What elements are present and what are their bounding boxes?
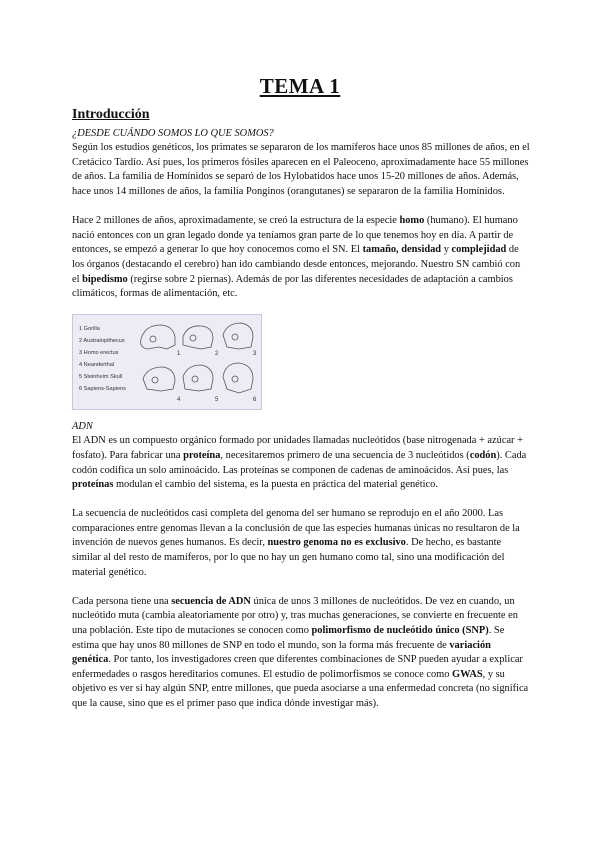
skull-number: 1	[177, 350, 181, 357]
page-title: TEMA 1	[259, 74, 341, 98]
document-body	[72, 108, 530, 712]
figure-legend	[79, 323, 126, 395]
skull-eye	[232, 334, 238, 340]
skull-evolution-figure	[72, 314, 262, 410]
figure-legend-item: 3 Homo erectus	[79, 349, 119, 356]
intro-question: ¿DESDE CUÁNDO SOMOS LO QUE SOMOS?	[72, 127, 274, 139]
section-heading-introduccion: Introducción	[72, 107, 150, 122]
figure-legend-item: 2 Australopithecus	[79, 337, 125, 344]
skull-number: 3	[253, 350, 257, 357]
figure-legend-item: 1 Gorilla	[79, 325, 100, 332]
skull-number: 6	[253, 396, 257, 403]
figure-legend-item: 4 Neanderthal	[79, 361, 115, 368]
intro-paragraph-1: Según los estudios genéticos, los primates se separaron de los mamíferos hace unos 85 millones de años, en el Cretácico Tardío. Así pues, los primeros fósiles aparecen en el Paleoceno, aproximadamente hace 55 millones de años. La familia de Homínidos se separó de los Hylobatidos hace unos 15-20 millones de años. Además, hace unos 14 millones de años, la familia Ponginos (orangutanes) se separaron de la familia Homínidos.	[72, 142, 530, 197]
adn-paragraph-2: La secuencia de nucleótidos casi completa del genoma del ser humano se reprodujo en el año 2000. Las comparaciones entre genomas llevan a la conclusión de que las especies humanas únicas no resultaron de la invención de nuevos genes humanos. Es decir, nuestro genoma no es exclusivo. De hecho, es bastante similar al del resto de mamíferos, por lo que no hay un gen humano como tal, sino una modificación del material genético.	[72, 508, 520, 578]
skull-1-outline	[141, 325, 175, 349]
section-heading-adn: ADN	[72, 420, 93, 432]
figure-legend-item: 6 Sapiens-Sapiens	[79, 385, 126, 392]
skull-4-outline	[143, 367, 175, 391]
skull-eye	[190, 335, 196, 341]
skull-number: 2	[215, 350, 219, 357]
skull-number: 4	[177, 396, 181, 403]
skull-eye	[192, 376, 198, 382]
figure-legend-item: 5 Steinheim Skull	[79, 373, 123, 380]
adn-paragraph-3: Cada persona tiene una secuencia de ADN única de unos 3 millones de nucleótidos. De vez en cuando, un nucleótido muta (cambia aleatoriamente por otro) y, tras muchas generaciones, se convierte en frecuente en una población. Este tipo de mutaciones se conocen como polimorfismo de nucleótido único (SNP). Se estima que hay unos 80 millones de SNP en todo el mundo, son la forma más frecuente de variación genética. Por tanto, los investigadores creen que diferentes combinaciones de SNP pueden ayudar a explicar enfermedades o rasgos hereditarios comunes. El estudio de polimorfismos se conoce como GWAS, y su objetivo es ver si hay algún SNP, entre millones, que pueda asociarse a una enfermedad concreta (no significa que la cause, sino que es el primer paso que indica dónde investigar más).	[72, 595, 529, 709]
skull-2-outline	[183, 326, 213, 349]
skull-eye	[150, 336, 156, 342]
adn-paragraph-1: El ADN es un compuesto orgánico formado por unidades llamadas nucleótidos (base nitrogenada + azúcar + fosfato). Para fabricar una proteína, necesitaremos primero de una secuencia de 3 nucleótidos (codón). Cada codón codifica un solo aminoácido. Las proteínas se componen de cadenas de aminoácidos. Así pues, las proteínas modulan el cambio del sistema, es la puesta en práctica del material genético.	[72, 435, 527, 491]
skulls-illustration	[135, 317, 259, 407]
intro-paragraph-2: Hace 2 millones de años, aproximadamente, se creó la estructura de la especie homo (humano). El humano nació entonces con un gran legado donde ya teníamos gran parte de lo que tenemos hoy en día. A partir de entonces, se empezó a generar lo que hoy conocemos como el SN. El tamaño, densidad y complejidad de los órganos (destacando el cerebro) han ido cambiando desde entonces, mejorando. Nuestro SN cambió con el bipedismo (regirse sobre 2 piernas). Además de por las diferentes necesidades de adaptación a cambios climáticos, formas de alimentación, etc.	[72, 215, 521, 300]
skull-number: 5	[215, 396, 219, 403]
skull-eye	[152, 377, 158, 383]
skull-eye	[232, 376, 238, 382]
